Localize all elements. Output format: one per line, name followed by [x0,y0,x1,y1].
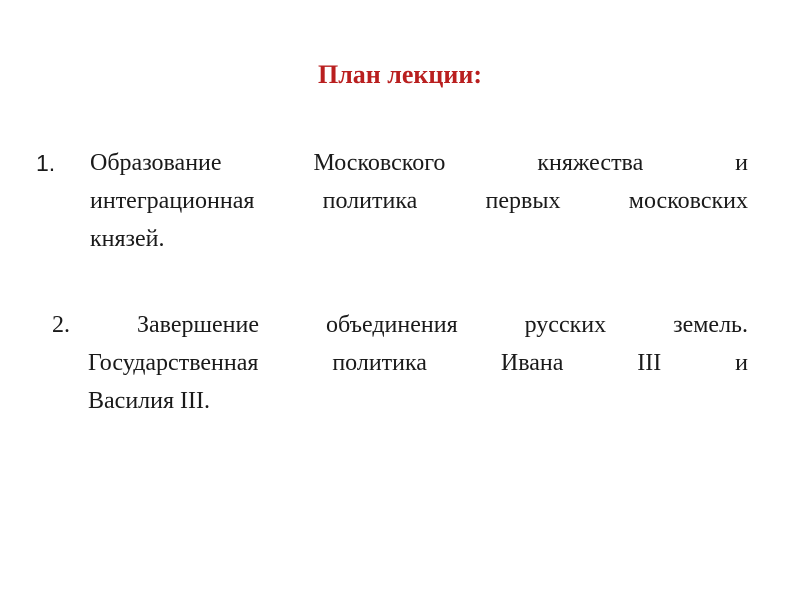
list-item-2-line-2: Государственная политика Ивана III и [88,350,748,376]
list-item-2-line-1-text: Завершение объединения русских земель. [137,312,749,338]
list-item-1-line-3: князей. [90,226,165,252]
list-item-1-number: 1. [36,150,56,176]
list-item-2 [52,306,748,420]
list-item-2-line-1 [52,306,748,344]
list-item-2-number: 2. [52,312,70,338]
list-item-1-line-2: интеграционная политика первых московских [90,188,748,214]
slide-title: План лекции: [318,60,482,89]
list-item-1-line-1: Образование Московского княжества и [90,150,748,176]
list-item-2-line-3: Василия III. [88,388,210,414]
list-item-1-text [90,144,748,258]
